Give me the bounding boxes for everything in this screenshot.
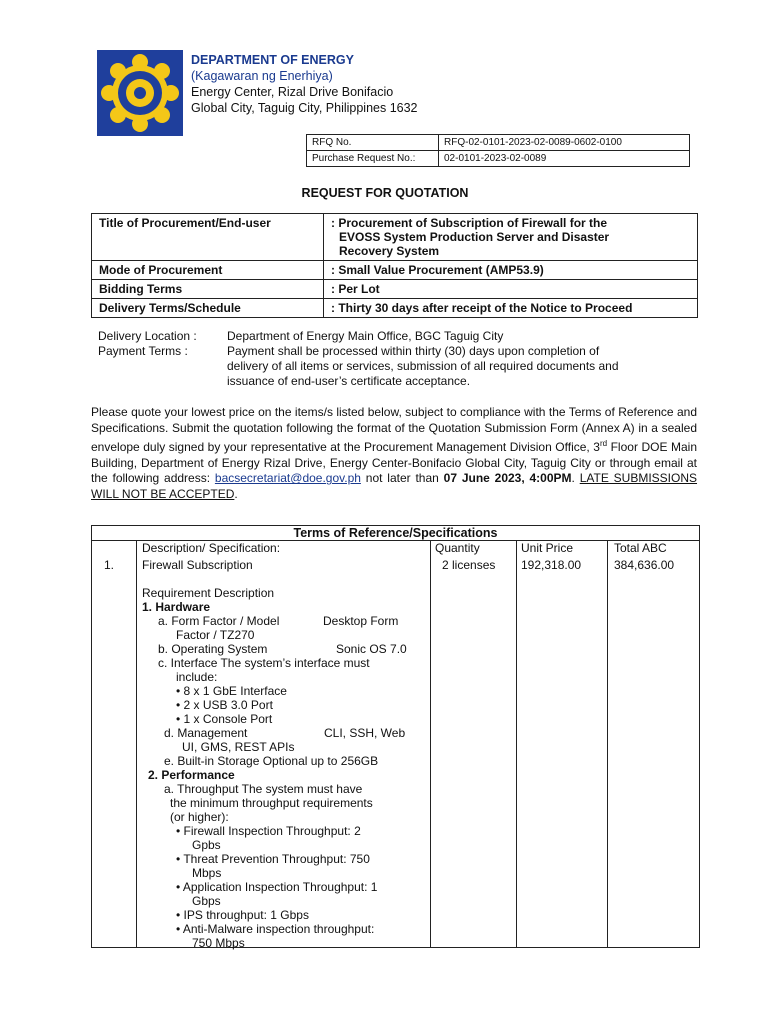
spec-line: Gbps (192, 894, 221, 908)
location-value: Department of Energy Main Office, BGC Taguig City (227, 329, 504, 343)
bidding-label: Bidding Terms (92, 280, 324, 299)
spec-line: • Application Inspection Throughput: 1 (176, 880, 378, 894)
item-quantity: 2 licenses (442, 558, 496, 572)
agency-name: DEPARTMENT OF ENERGY (191, 53, 354, 67)
spec-line: CLI, SSH, Web (324, 726, 406, 740)
spec-line: a. Throughput The system must have (164, 782, 363, 796)
spec-line: e. Built-in Storage Optional up to 256GB (164, 754, 379, 768)
location-label: Delivery Location : (98, 329, 197, 343)
spec-line: Gpbs (192, 838, 221, 852)
instructions-paragraph (91, 405, 697, 503)
instr-text-1: Please quote your lowest price on the items/s listed below, subject to compliance with the Terms of Reference and Specifications. Submit the quotation following the format of the Quotation Submission Form (Annex A) in a sealed envelope duly signed by your representative at the Procurement Management Division Office, 3 (91, 405, 697, 455)
title-value-line-2: EVOSS System Production Server and Disaster (339, 230, 610, 244)
item-name: Firewall Subscription (142, 558, 253, 572)
spec-line: • 2 x USB 3.0 Port (176, 698, 273, 712)
spec-line: c. Interface The system’s interface must (158, 656, 370, 670)
procurement-info-table (91, 213, 698, 318)
spec-line: UI, GMS, REST APIs (182, 740, 295, 754)
item-total: 384,636.00 (614, 558, 675, 572)
rfq-number-box (306, 134, 690, 167)
payment-value-line-3: issuance of end-user’s certificate acceptance. (227, 374, 471, 388)
email-link[interactable]: bacsecretariat@doe.gov.ph (214, 471, 361, 486)
spec-line: • 8 x 1 GbE Interface (176, 684, 287, 698)
doe-seal-logo (97, 50, 183, 136)
pr-value: 02-0101-2023-02-0089 (439, 151, 690, 167)
instr-text-2: Floor DOE Main Building, Department of Energy Rizal Drive, Energy Center-Bonifacio Global City, Taguig City or through email at the following address: (91, 440, 697, 486)
deadline: 07 June 2023, 4:00PM (443, 471, 572, 486)
spec-line: • Firewall Inspection Throughput: 2 (176, 824, 361, 838)
col-unit-price: Unit Price (521, 541, 574, 555)
instr-text-5: . (234, 486, 238, 501)
spec-line: (or higher): (170, 810, 229, 824)
spec-line: • 1 x Console Port (176, 712, 273, 726)
spec-line: Sonic OS 7.0 (336, 642, 407, 656)
title-label: Title of Procurement/End-user (92, 214, 324, 261)
title-value-line-1: : Procurement of Subscription of Firewall for the (331, 216, 608, 230)
spec-line: 2. Performance (148, 768, 235, 782)
delivery-label: Delivery Terms/Schedule (92, 299, 324, 318)
bidding-value: : Per Lot (324, 280, 698, 299)
mode-label: Mode of Procurement (92, 261, 324, 280)
title-value (324, 214, 698, 261)
specs-heading: Terms of Reference/Specifications (293, 526, 498, 540)
spec-line: Desktop Form (323, 614, 399, 628)
document-title: REQUEST FOR QUOTATION (301, 186, 469, 200)
spec-line: Mbps (192, 866, 222, 880)
delivery-value: : Thirty 30 days after receipt of the Notice to Proceed (324, 299, 698, 318)
spec-line: 750 Mbps (192, 936, 245, 950)
specifications-table (91, 525, 700, 948)
agency-subname: (Kagawaran ng Enerhiya) (191, 69, 333, 83)
spec-line: the minimum throughput requirements (170, 796, 373, 810)
pr-label: Purchase Request No.: (307, 151, 439, 167)
spec-line: • IPS throughput: 1 Gbps (176, 908, 309, 922)
item-unit-price: 192,318.00 (521, 558, 582, 572)
address-line-2: Global City, Taguig City, Philippines 1632 (191, 101, 418, 115)
col-description: Description/ Specification: (142, 541, 281, 555)
instr-text-4: . (571, 471, 580, 486)
address-line-1: Energy Center, Rizal Drive Bonifacio (191, 85, 394, 99)
instr-superscript: rd (599, 439, 608, 449)
item-number: 1. (104, 558, 115, 572)
agency-header (191, 52, 418, 116)
instr-text-3: not later than (360, 471, 444, 486)
payment-label: Payment Terms : (98, 344, 188, 358)
col-quantity: Quantity (435, 541, 480, 555)
spec-line: a. Form Factor / Model (158, 614, 280, 628)
spec-line: include: (176, 670, 218, 684)
col-total-abc: Total ABC (614, 541, 667, 555)
spec-line: d. Management (164, 726, 248, 740)
late-notice: LATE SUBMISSIONS WILL NOT BE ACCEPTED (91, 471, 698, 501)
spec-line: 1. Hardware (142, 600, 211, 614)
mode-value: : Small Value Procurement (AMP53.9) (324, 261, 698, 280)
spec-line: • Anti-Malware inspection throughput: (176, 922, 375, 936)
spec-line: b. Operating System (158, 642, 268, 656)
rfq-value: RFQ-02-0101-2023-02-0089-0602-0100 (439, 135, 690, 151)
rfq-label: RFQ No. (307, 135, 439, 151)
payment-value-line-2: delivery of all items or services, submission of all required documents and (227, 359, 619, 373)
title-value-line-3: Recovery System (339, 244, 440, 258)
spec-line: Requirement Description (142, 586, 275, 600)
spec-line: Factor / TZ270 (176, 628, 255, 642)
spec-line: • Threat Prevention Throughput: 750 (176, 852, 370, 866)
payment-value-line-1: Payment shall be processed within thirty (30) days upon completion of (227, 344, 600, 358)
